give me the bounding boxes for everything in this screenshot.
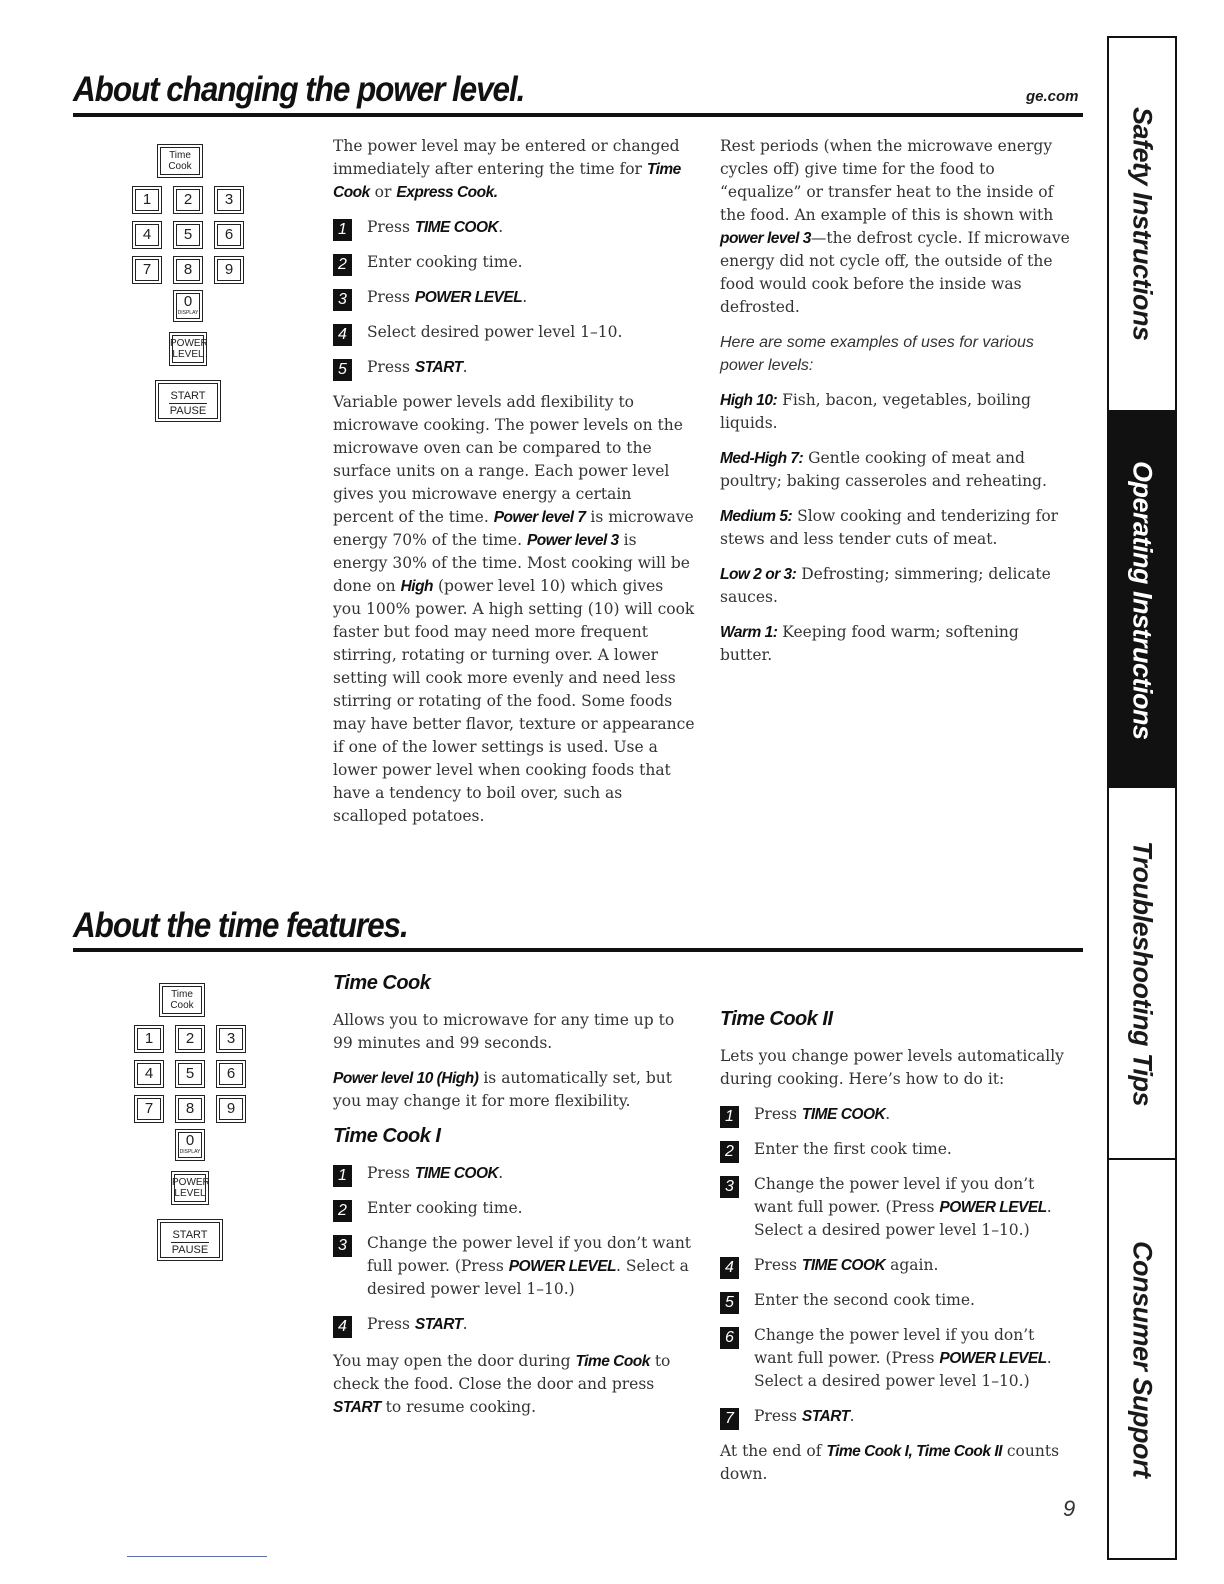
end-paragraph xyxy=(720,1440,1070,1486)
tab-label: Consumer Support xyxy=(1127,1240,1158,1478)
step-text: Enter the second cook time. xyxy=(754,1291,975,1309)
step-text-after: . xyxy=(885,1105,891,1123)
step-item xyxy=(333,251,695,274)
text: Rest periods (when the microwave energy cycles off) give time for the food to “equalize” or transfer heat to the inside of the food. An example of this is shown with xyxy=(720,137,1054,224)
bold-term: Express Cook. xyxy=(396,184,498,201)
key-label: Time xyxy=(169,150,191,161)
examples-list xyxy=(720,389,1070,667)
digit-key: 9 xyxy=(216,1095,246,1123)
step-text-after: . xyxy=(849,1407,855,1425)
time-cook-heading: Time Cook xyxy=(333,972,431,994)
step-item xyxy=(720,1103,1070,1126)
example-label: Low 2 or 3: xyxy=(720,566,797,583)
variable-power-paragraph xyxy=(333,391,695,828)
step-text: Enter cooking time. xyxy=(367,1199,523,1217)
text: is automatically set, but you may change it for more flexibility. xyxy=(333,1069,672,1110)
section-divider xyxy=(73,113,1083,117)
bold-term: Time Cook xyxy=(333,161,681,201)
step-item xyxy=(720,1289,1070,1312)
step-item xyxy=(720,1405,1070,1428)
step-text: Press xyxy=(754,1105,802,1123)
step-item xyxy=(720,1138,1070,1161)
start-pause-key xyxy=(157,1219,223,1261)
key-label: PAUSE xyxy=(169,405,207,417)
digit-key: 4 xyxy=(134,1060,164,1088)
intro-paragraph xyxy=(333,135,695,204)
key-label: PAUSE xyxy=(171,1244,209,1256)
digit-key: 1 xyxy=(132,186,162,214)
step-bold: TIME COOK xyxy=(414,219,499,236)
keypad-diagram xyxy=(134,983,264,1268)
start-pause-key xyxy=(155,380,221,422)
power-steps-list xyxy=(333,216,695,379)
step-number-badge: 1 xyxy=(720,1106,739,1128)
key-label: POWER xyxy=(172,1177,210,1188)
key-label: START xyxy=(170,390,206,402)
text: counts down. xyxy=(720,1442,1060,1483)
digit-key: 8 xyxy=(175,1095,205,1123)
step-text-after: . xyxy=(522,288,528,306)
text: —the defrost cycle. If microwave energy did not cycle off, the outside of the food would cook before the inside was defrosted. xyxy=(720,229,1070,316)
step-text: Press xyxy=(367,288,415,306)
text: is energy 30% of the time. Most cooking will be done on xyxy=(333,531,690,595)
example-label: High 10: xyxy=(720,392,778,409)
step-item xyxy=(333,286,695,309)
example-text: Defrosting; simmering; delicate sauces. xyxy=(720,565,1051,606)
time-cook-2-intro: Lets you change power levels automatically during cooking. Here’s how to do it: xyxy=(720,1047,1064,1088)
step-text: Press xyxy=(367,1315,415,1333)
step-item xyxy=(333,321,695,344)
step-item xyxy=(333,1313,695,1336)
tab-label: Troubleshooting Tips xyxy=(1127,840,1158,1106)
step-text: Enter cooking time. xyxy=(367,253,523,271)
step-text: Change the power level if you don’t want full power. (Press xyxy=(367,1234,692,1275)
step-number-badge: 3 xyxy=(333,289,352,311)
key-label: START xyxy=(172,1229,208,1241)
key-label: 0 xyxy=(183,293,193,310)
example-text: Slow cooking and tenderizing for stews and less tender cuts of meat. xyxy=(720,507,1059,548)
step-number-badge: 3 xyxy=(333,1235,352,1257)
step-bold: POWER LEVEL xyxy=(414,289,523,306)
digit-key: 8 xyxy=(173,256,203,284)
text: to check the food. Close the door and press xyxy=(333,1352,671,1393)
time-cook-1-steps xyxy=(333,1162,695,1336)
step-text-after: . Select a desired power level 1–10.) xyxy=(754,1198,1052,1239)
step-item xyxy=(333,216,695,239)
bold-term: High xyxy=(400,578,434,595)
bold-term: Power level 7 xyxy=(493,509,586,526)
step-text-after: . xyxy=(498,1164,504,1182)
example-item xyxy=(720,505,1070,551)
step-item xyxy=(720,1254,1070,1277)
step-bold: START xyxy=(801,1408,850,1425)
site-url: ge.com xyxy=(1026,88,1079,105)
example-label: Medium 5: xyxy=(720,508,793,525)
step-text: Press xyxy=(754,1407,802,1425)
power-level-text-column xyxy=(333,135,695,840)
time-cook-2-heading: Time Cook II xyxy=(720,1008,833,1030)
digit-key: 6 xyxy=(216,1060,246,1088)
rest-periods-column xyxy=(720,135,1070,679)
step-item xyxy=(333,1232,695,1301)
digit-key: 2 xyxy=(175,1025,205,1053)
step-bold: START xyxy=(414,1316,463,1333)
bold-term: Power level 10 (High) xyxy=(333,1070,479,1087)
key-label: LEVEL xyxy=(174,1188,206,1199)
key-label: 0 xyxy=(185,1132,195,1149)
key-sublabel: DISPLAY xyxy=(179,1149,201,1155)
digit-key: 1 xyxy=(134,1025,164,1053)
digit-key: 3 xyxy=(214,186,244,214)
step-number-badge: 5 xyxy=(333,359,352,381)
time-cook-paragraph: Allows you to microwave for any time up to 99 minutes and 99 seconds. xyxy=(333,1011,675,1052)
step-item xyxy=(720,1324,1070,1393)
step-text: Press xyxy=(754,1256,802,1274)
text: Variable power levels add flexibility to microwave cooking. The power levels on the microwave oven can be compared to the surface units on a range. Each power level gives you microwave energy a certain percent of the time. xyxy=(333,393,683,526)
step-number-badge: 7 xyxy=(720,1408,739,1430)
step-text: Change the power level if you don’t want full power. (Press xyxy=(754,1326,1035,1367)
digit-key: 2 xyxy=(173,186,203,214)
text: You may open the door during xyxy=(333,1352,576,1370)
digit-key: 4 xyxy=(132,221,162,249)
step-text-after: . Select a desired power level 1–10.) xyxy=(754,1349,1052,1390)
example-item xyxy=(720,447,1070,493)
tab-label: Safety Instructions xyxy=(1127,107,1158,341)
section-title-time-features: About the time features. xyxy=(73,906,408,945)
step-text: Change the power level if you don’t want full power. (Press xyxy=(754,1175,1035,1216)
step-text-after: . xyxy=(462,1315,468,1333)
step-text-after: . Select a desired power level 1–10.) xyxy=(367,1257,689,1298)
step-text-after: . xyxy=(498,218,504,236)
bold-term: START xyxy=(333,1399,381,1416)
example-text: Gentle cooking of meat and poultry; baking casseroles and reheating. xyxy=(720,449,1047,490)
key-label: LEVEL xyxy=(172,349,204,360)
time-cook-1-heading: Time Cook I xyxy=(333,1125,441,1147)
time-cook-2-steps xyxy=(720,1103,1070,1428)
bold-term: Time Cook I, Time Cook II xyxy=(826,1443,1002,1460)
step-bold: TIME COOK xyxy=(801,1106,886,1123)
step-text-after: again. xyxy=(885,1256,939,1274)
default-power-paragraph xyxy=(333,1067,695,1113)
examples-intro: Here are some examples of uses for various power levels: xyxy=(720,334,1034,374)
section-sidebar xyxy=(1107,36,1177,1560)
example-item xyxy=(720,563,1070,609)
step-number-badge: 3 xyxy=(720,1176,739,1198)
keypad-diagram xyxy=(132,144,262,429)
step-number-badge: 4 xyxy=(333,1316,352,1338)
power-level-key xyxy=(169,332,207,366)
step-bold: POWER LEVEL xyxy=(508,1258,617,1275)
key-label: Time xyxy=(171,989,193,1000)
bold-term: Power level 3 xyxy=(526,532,619,549)
example-text: Keeping food warm; softening butter. xyxy=(720,623,1019,664)
step-number-badge: 2 xyxy=(333,1200,352,1222)
time-cook-key xyxy=(157,144,203,178)
text: is microwave energy 70% of the time. xyxy=(333,508,694,549)
example-label: Med-High 7: xyxy=(720,450,804,467)
step-number-badge: 6 xyxy=(720,1327,739,1349)
key-label: Cook xyxy=(170,1000,194,1011)
key-label: Cook xyxy=(168,161,192,172)
time-cook-column xyxy=(333,972,695,1431)
key-sublabel: DISPLAY xyxy=(177,310,199,316)
example-item xyxy=(720,389,1070,435)
step-number-badge: 5 xyxy=(720,1292,739,1314)
step-bold: START xyxy=(414,359,463,376)
step-number-badge: 4 xyxy=(720,1257,739,1279)
step-text: Press xyxy=(367,1164,415,1182)
time-cook-key xyxy=(159,983,205,1017)
zero-display-key xyxy=(175,1129,205,1161)
digit-key: 7 xyxy=(132,256,162,284)
door-paragraph xyxy=(333,1350,695,1419)
page-number: 9 xyxy=(1063,1496,1076,1521)
digit-key: 6 xyxy=(214,221,244,249)
text: to resume cooking. xyxy=(380,1398,536,1416)
step-text: Press xyxy=(367,218,415,236)
key-label: POWER xyxy=(170,338,208,349)
text: or xyxy=(369,183,397,201)
step-bold: POWER LEVEL xyxy=(939,1199,1047,1216)
step-number-badge: 2 xyxy=(720,1141,739,1163)
step-text: Select desired power level 1–10. xyxy=(367,323,623,341)
rest-paragraph xyxy=(720,135,1070,319)
tab-consumer-support[interactable] xyxy=(1109,1160,1175,1558)
digit-key: 3 xyxy=(216,1025,246,1053)
tab-operating-instructions[interactable] xyxy=(1109,412,1175,788)
step-item xyxy=(720,1173,1070,1242)
tab-safety-instructions[interactable] xyxy=(1109,38,1175,412)
digit-key: 7 xyxy=(134,1095,164,1123)
tab-label: Operating Instructions xyxy=(1127,460,1158,740)
example-label: Warm 1: xyxy=(720,624,778,641)
example-text: Fish, bacon, vegetables, boiling liquids. xyxy=(720,391,1031,432)
scan-artifact-line xyxy=(127,1556,267,1557)
tab-troubleshooting-tips[interactable] xyxy=(1109,788,1175,1160)
text: The power level may be entered or changed immediately after entering the time for xyxy=(333,137,680,178)
step-number-badge: 4 xyxy=(333,324,352,346)
time-cook-2-column xyxy=(720,1008,1070,1498)
step-text: Enter the first cook time. xyxy=(754,1140,952,1158)
digit-key: 5 xyxy=(175,1060,205,1088)
text: (power level 10) which gives you 100% power. A high setting (10) will cook faster but food may need more frequent stirring, rotating or turning over. A lower setting will cook more evenly and need less stirring or rotating of the food. Some foods may have better flavor, texture or appearance if one of the lower settings is used. Use a lower power level when cooking foods that have a tendency to boil over, such as scalloped potatoes. xyxy=(333,577,695,825)
zero-display-key xyxy=(173,290,203,322)
text: At the end of xyxy=(720,1442,827,1460)
step-item xyxy=(333,1197,695,1220)
power-level-key xyxy=(171,1171,209,1205)
digit-key: 5 xyxy=(173,221,203,249)
digit-key: 9 xyxy=(214,256,244,284)
step-number-badge: 2 xyxy=(333,254,352,276)
step-bold: TIME COOK xyxy=(801,1257,886,1274)
step-number-badge: 1 xyxy=(333,219,352,241)
bold-term: Time Cook xyxy=(575,1353,650,1370)
section-title-power-level: About changing the power level. xyxy=(73,70,525,109)
bold-term: power level 3 xyxy=(720,230,811,247)
step-item xyxy=(333,356,695,379)
example-item xyxy=(720,621,1070,667)
step-item xyxy=(333,1162,695,1185)
step-bold: TIME COOK xyxy=(414,1165,499,1182)
step-text-after: . xyxy=(462,358,468,376)
step-text: Press xyxy=(367,358,415,376)
section-divider xyxy=(73,948,1083,952)
step-number-badge: 1 xyxy=(333,1165,352,1187)
step-bold: POWER LEVEL xyxy=(939,1350,1047,1367)
